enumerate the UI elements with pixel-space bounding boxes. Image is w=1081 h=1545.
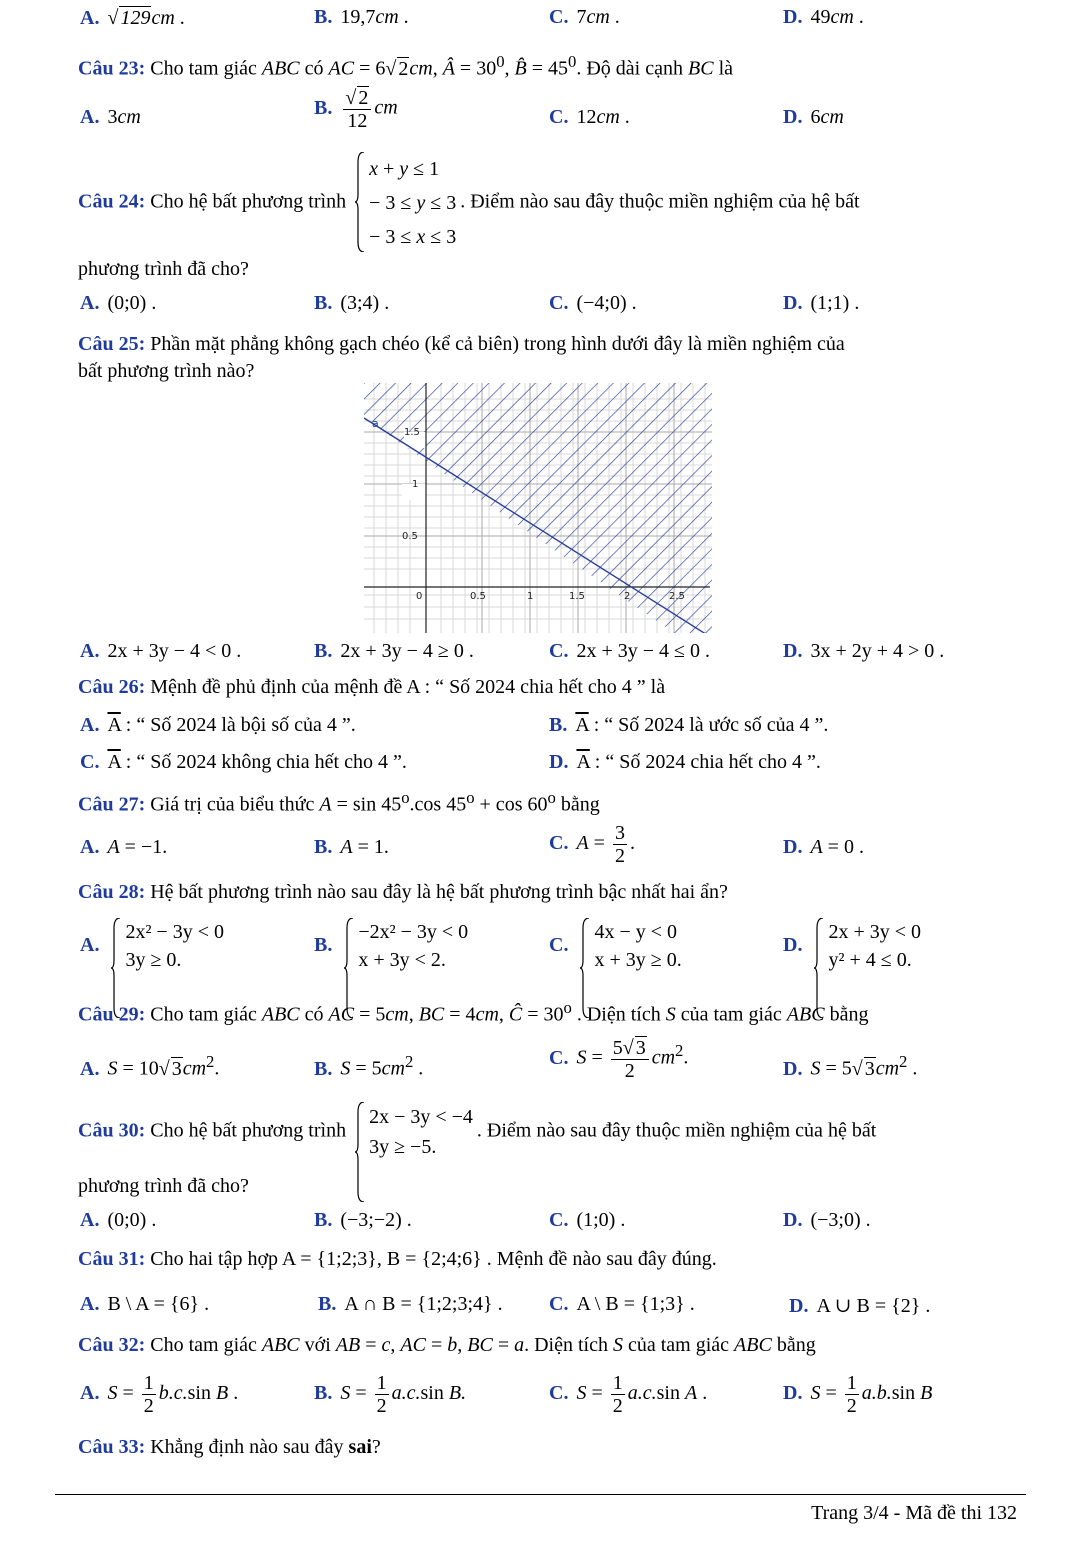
q31-text: Câu 31: Cho hai tập hợp A = {1;2;3}, B = {2;4;6} . Mệnh đề nào sau đây đúng.: [78, 1248, 717, 1270]
q22-option-d: D. 49cm .: [783, 6, 864, 28]
q30-option-b: B. (−3;−2) .: [314, 1209, 412, 1231]
q30-system: 2x − 3y < −4 3y ≥ −5.: [355, 1102, 473, 1162]
q26-text: Câu 26: Mệnh đề phủ định của mệnh đề A : “ Số 2024 chia hết cho 4 ” là: [78, 676, 666, 698]
q28-option-d: D. 2x + 3y < 0 y² + 4 ≤ 0.: [783, 918, 925, 974]
q32-text: Câu 32: Cho tam giác ABC với AB = c, AC = b, BC = a. Diện tích S của tam giác ABC bằng: [78, 1334, 816, 1356]
q32-option-c: C. S = $\frac{1}{2}$ a.c.sin A .: [549, 1372, 708, 1417]
y-tick-1: 1: [412, 479, 419, 490]
q30-text: Câu 30: Cho hệ bất phương trình 2x − 3y < −4 3y ≥ −5. . Điểm nào sau đây thuộc miền nghiệm của hệ bất: [78, 1102, 876, 1162]
q33-text: Câu 33: Khẳng định nào sau đây sai?: [78, 1436, 381, 1458]
q25-options: [0, 640, 1081, 670]
q25-text: Câu 25: Phần mặt phẳng không gạch chéo (kể cả biên) trong hình dưới đây là miền nghiệm của: [78, 333, 845, 355]
q28-options: [0, 918, 1081, 982]
q23-option-c: C. 12cm .: [549, 106, 630, 128]
q29-option-c: C. S = $\frac{5 √ 3}{2}$ $cm^2$.: [549, 1036, 688, 1082]
q28-option-b: B. −2x² − 3y < 0 x + 3y < 2.: [314, 918, 472, 974]
q23-option-a: A. 3cm: [80, 106, 141, 128]
q28-option-c: C. 4x − y < 0 x + 3y ≥ 0.: [549, 918, 686, 974]
q27-option-b: B. A = 1.: [314, 836, 389, 858]
q30-option-d: D. (−3;0) .: [783, 1209, 871, 1231]
q26-option-b: B. $\overline{A}$ : “ Số 2024 là ước số của 4 ”.: [549, 714, 829, 736]
q30-text-cont: phương trình đã cho?: [78, 1175, 249, 1197]
q26-option-a: A. $\overline{A}$ : “ Số 2024 là bội số của 4 ”.: [80, 714, 356, 736]
q26-option-c: C. $\overline{A}$ : “ Số 2024 không chia hết cho 4 ”.: [80, 751, 407, 773]
q24-option-a: A. (0;0) .: [80, 292, 157, 314]
q27-options: [0, 822, 1081, 876]
q29-option-a: A. S = 10 √ $3cm^2$.: [80, 1052, 219, 1081]
q31-option-b: B. A ∩ B = {1;2;3;4} .: [318, 1293, 503, 1315]
q22-options: [0, 6, 1081, 36]
q22-option-a: A. √ 129cm .: [80, 6, 185, 30]
q24-options: [0, 292, 1081, 322]
q26-option-d: D. $\overline{A}$ : “ Số 2024 chia hết cho 4 ”.: [549, 751, 821, 773]
q26-options-ab: [0, 714, 1081, 744]
q24-option-b: B. (3;4) .: [314, 292, 390, 314]
x-tick-1.5: 1.5: [569, 591, 585, 602]
solution-region-graph: [364, 383, 712, 633]
q26-options-cd: [0, 751, 1081, 781]
q30-options: [0, 1209, 1081, 1239]
q31-option-a: A. B \ A = {6} .: [80, 1293, 210, 1315]
q27-option-d: D. A = 0 .: [783, 836, 864, 858]
q25-option-c: C. 2x + 3y − 4 ≤ 0 .: [549, 640, 710, 662]
q27-option-c: C. A = $\frac{3}{2}$ .: [549, 822, 635, 867]
q27-option-a: A. A = −1.: [80, 836, 168, 858]
q28-text: Câu 28: Hệ bất phương trình nào sau đây là hệ bất phương trình bậc nhất hai ẩn?: [78, 881, 728, 903]
x-tick-2: 2: [624, 591, 631, 602]
q24-text: Câu 24: Cho hệ bất phương trình x + y ≤ 1 − 3 ≤ y ≤ 3 − 3 ≤ x ≤ 3 . Điểm nào sau đây thuộc miền nghiệm của hệ bất: [78, 152, 860, 254]
x-tick-0: 0: [416, 591, 423, 602]
q22-option-c: C. 7cm .: [549, 6, 620, 28]
q24-option-c: C. (−4;0) .: [549, 292, 637, 314]
q30-option-a: A. (0;0) .: [80, 1209, 157, 1231]
q29-options: [0, 1037, 1081, 1094]
q25-text-cont: bất phương trình nào?: [78, 360, 255, 382]
q23-text: Câu 23: Cho tam giác ABC có AC = 6 √ 2cm, Â = $30^0$, B̂ = $45^0$. Độ dài cạnh BC là: [78, 52, 733, 81]
q32-option-b: B. S = $\frac{1}{2}$ a.c.sin B.: [314, 1372, 467, 1417]
q32-options: [0, 1372, 1081, 1422]
q27-text: Câu 27: Giá trị của biểu thức A = sin 45$^o$.cos $45^o + \cos 60^o$ bằng: [78, 788, 600, 816]
q25-option-a: A. 2x + 3y − 4 < 0 .: [80, 640, 242, 662]
q31-options: [0, 1293, 1081, 1323]
y-tick-0.5: 0.5: [402, 531, 418, 542]
line-label: a: [372, 417, 379, 430]
footer-divider: [55, 1494, 1026, 1495]
page-footer: Trang 3/4 - Mã đề thi 132: [811, 1502, 1017, 1524]
q22-option-b: B. 19,7cm .: [314, 6, 409, 28]
q23-option-b: B. √ $\frac{2}{12}$ cm: [314, 86, 398, 132]
q29-option-b: B. $S = 5cm^2$ .: [314, 1052, 424, 1080]
q28-option-a: A. 2x² − 3y < 0 3y ≥ 0.: [80, 918, 228, 974]
q23-options: [0, 87, 1081, 150]
q24-text-cont: phương trình đã cho?: [78, 258, 249, 280]
q31-option-c: C. A \ B = {1;3} .: [549, 1293, 695, 1315]
q32-option-a: A. S = $\frac{1}{2}$ b.c.sin B .: [80, 1372, 239, 1417]
x-tick-1: 1: [527, 591, 534, 602]
q30-option-c: C. (1;0) .: [549, 1209, 626, 1231]
q29-option-d: D. S = 5 √ $3cm^2$ .: [783, 1052, 917, 1081]
q23-option-d: D. 6cm: [783, 106, 844, 128]
y-tick-1.5: 1.5: [404, 427, 420, 438]
x-tick-0.5: 0.5: [470, 591, 486, 602]
x-tick-2.5: 2.5: [669, 591, 685, 602]
q32-option-d: D. S = $\frac{1}{2}$ a.b.sin B: [783, 1372, 933, 1417]
q25-option-b: B. 2x + 3y − 4 ≥ 0 .: [314, 640, 474, 662]
q24-system: x + y ≤ 1 − 3 ≤ y ≤ 3 − 3 ≤ x ≤ 3: [355, 152, 456, 254]
q29-text: Câu 29: Cho tam giác ABC có AC = 5cm, BC = 4cm, Ĉ = $30^o$ . Diện tích S của tam giác ABC bằng: [78, 998, 869, 1026]
q25-option-d: D. 3x + 2y + 4 > 0 .: [783, 640, 945, 662]
q24-option-d: D. (1;1) .: [783, 292, 860, 314]
q31-option-d: D. A ∪ B = {2} .: [789, 1295, 931, 1317]
